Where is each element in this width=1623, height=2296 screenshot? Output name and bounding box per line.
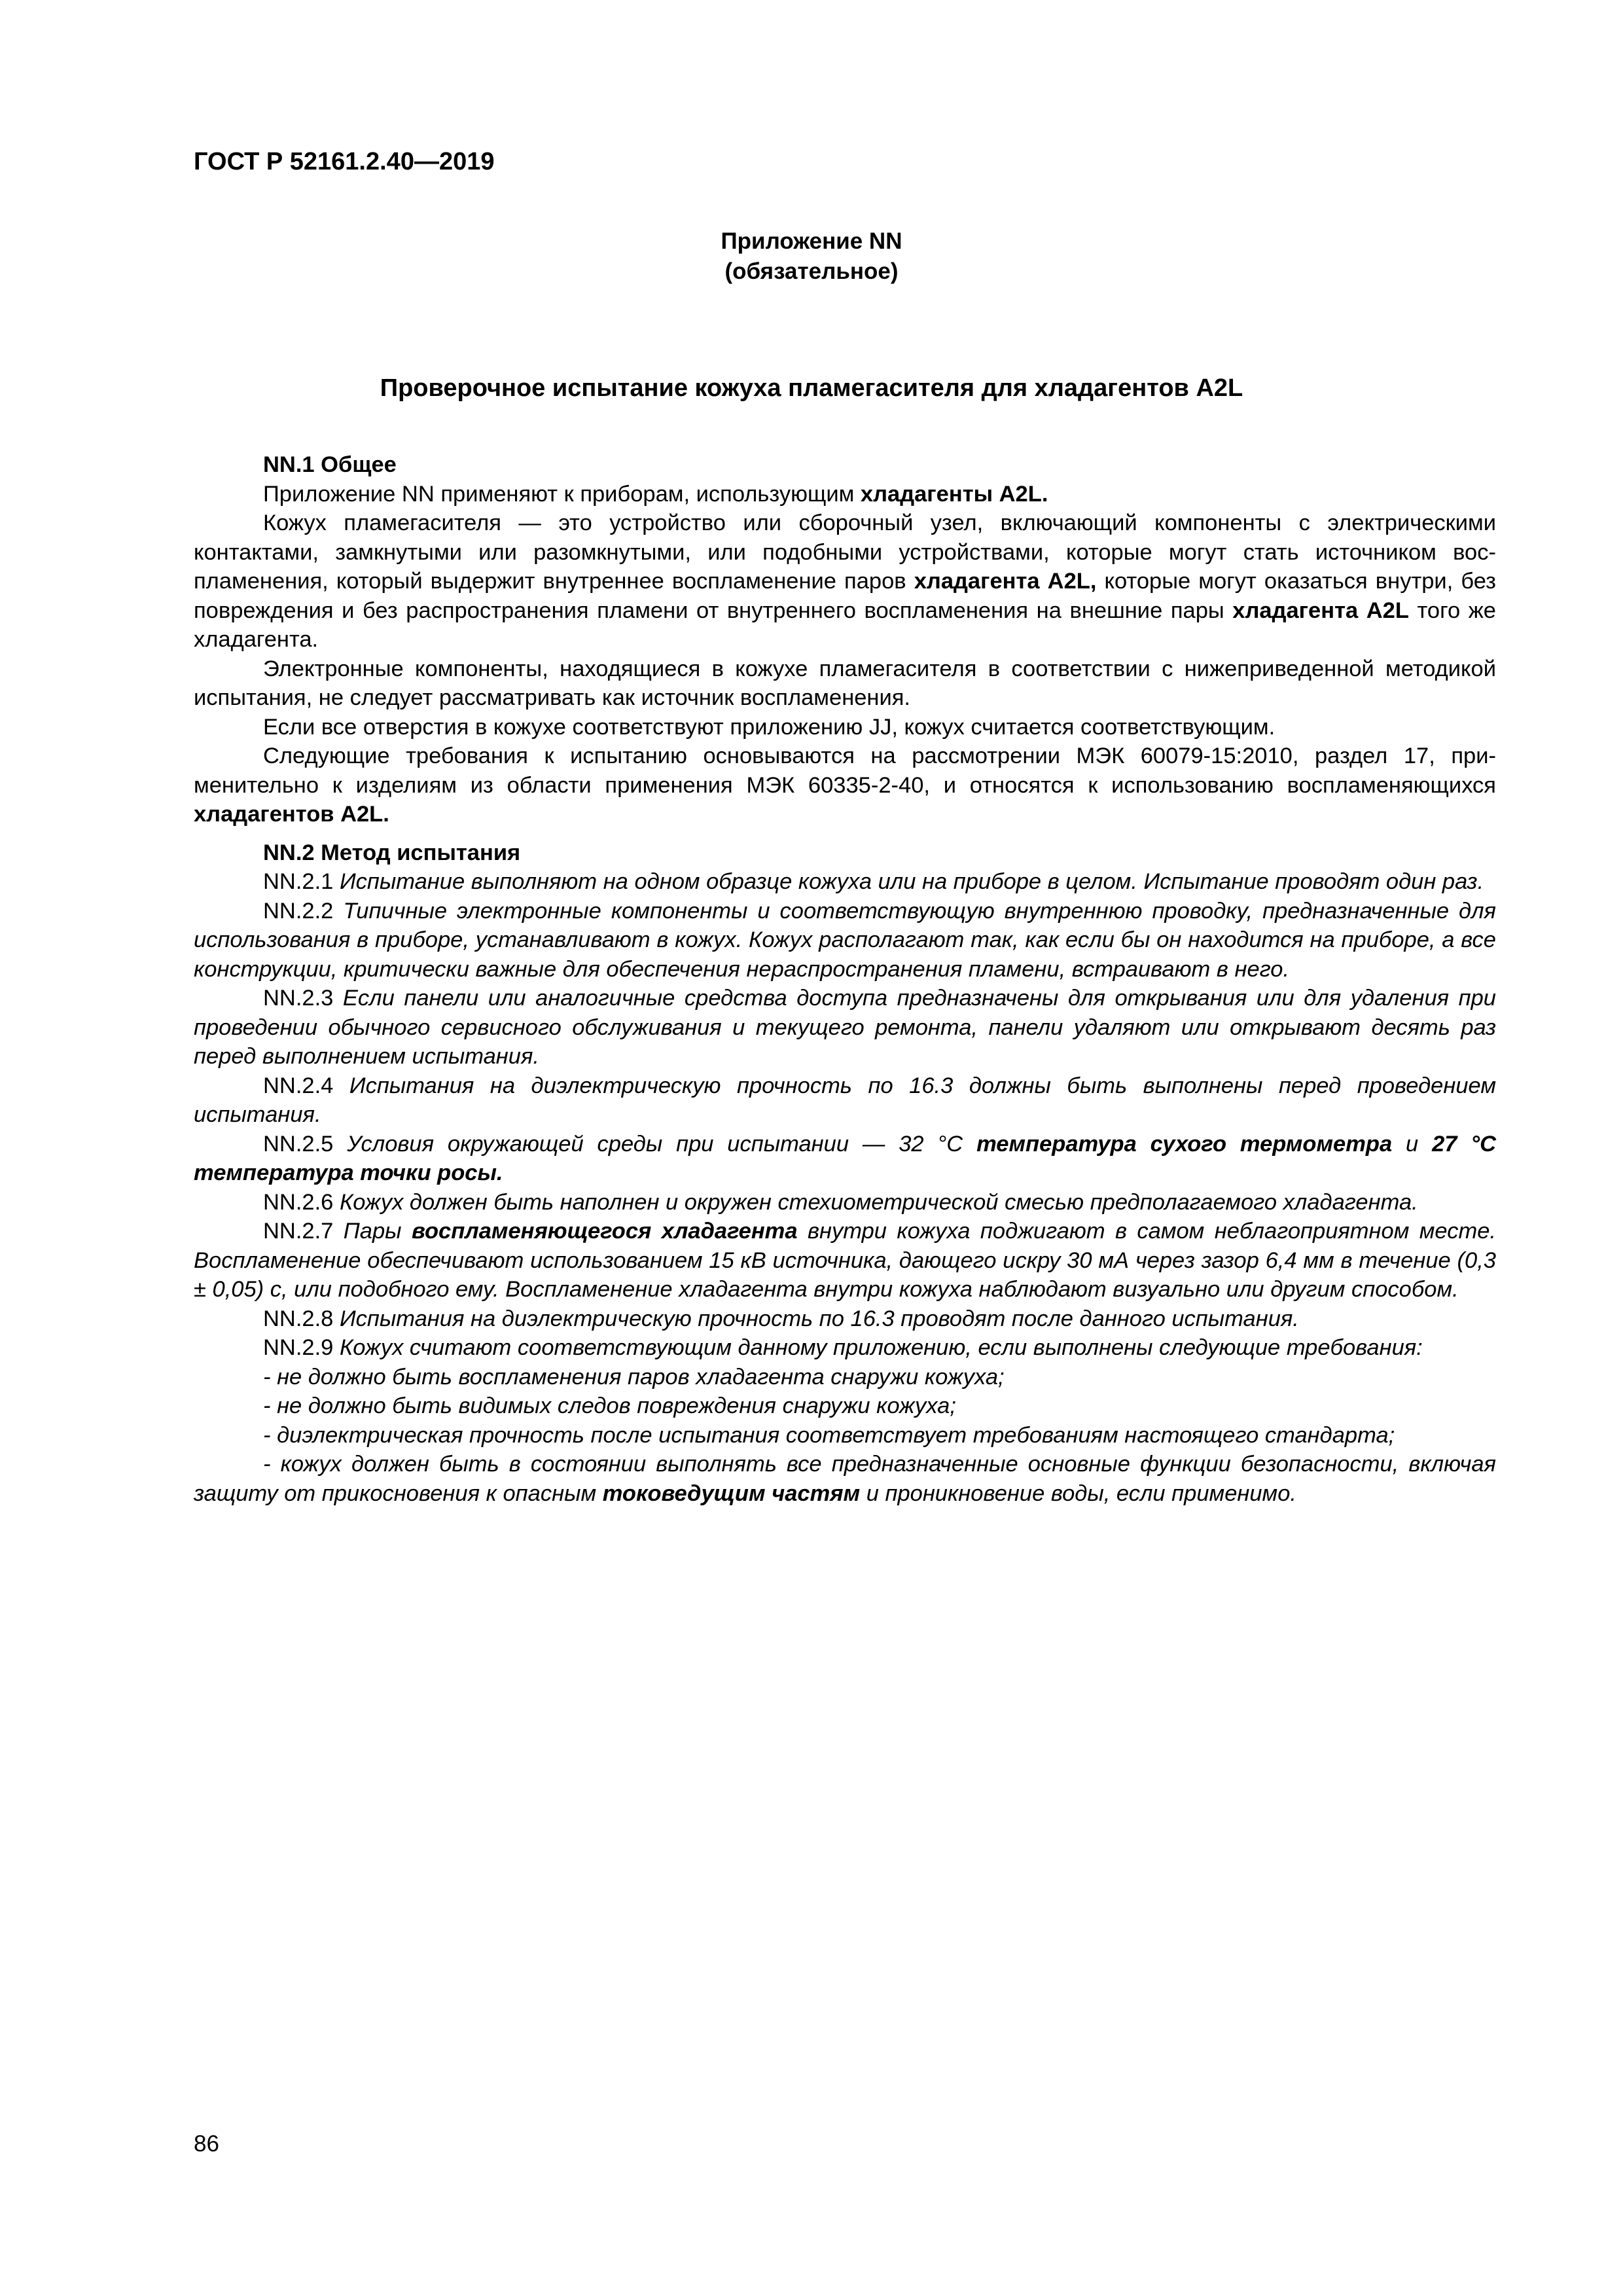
section-heading-test-method: NN.2 Метод испытания [263, 840, 521, 865]
paragraph: Электронные компоненты, находящиеся в кожухе пламегасителя в соответствии с нижеприведенной методикой испытания, не следует рассматривать как источник воспламенения. [194, 656, 1496, 710]
clause: NN.2.1 Испытание выполняют на одном образце кожуха или на приборе в целом. Испытание проводят один раз. [263, 869, 1484, 894]
annex-status: (обязательное) [724, 259, 899, 284]
standard-designation: ГОСТ Р 52161.2.40—2019 [194, 148, 495, 175]
paragraph: Приложение NN применяют к приборам, использующим хладагенты A2L. [263, 481, 1048, 507]
section-heading-general: NN.1 Общее [263, 452, 397, 477]
annex-title: Проверочное испытание кожуха пламегасителя для хладагентов A2L [380, 374, 1243, 402]
annex-heading [0, 226, 1623, 287]
paragraph: Следующие требования к испытанию основываются на рассмотрении МЭК 60079-15:2010, раздел 17, применительно к изделиям из области применения МЭК 60335-2-40, и относятся к использованию воспламеняющихся хладагентов A2L. [194, 744, 1496, 827]
list-item: - не должно быть видимых следов повреждения снаружи кожуха; [263, 1393, 956, 1418]
document-body [194, 450, 1496, 1508]
page-number: 86 [194, 2131, 219, 2157]
clause: NN.2.6 Кожух должен быть наполнен и окружен стехиометрической смесью предполагаемого хладагента. [263, 1189, 1418, 1215]
annex-name: Приложение NN [721, 228, 902, 254]
list-item: - диэлектрическая прочность после испытания соответствует требованиям настоящего стандарта; [263, 1422, 1395, 1448]
clause: NN.2.3 Если панели или аналогичные средства доступа предназначены для открывания или для удаления при проведении обычного сервисного обслуживания и текущего ремонта, панели удаляют или открывают десять раз перед выполнением испытания. [194, 986, 1496, 1069]
clause: NN.2.7 Пары воспламеняющегося хладагента внутри кожуха поджигают в самом неблагоприятном месте. Воспламенение обеспечивают использованием 15 кВ источника, дающего искру 30 мА через зазор 6,4 мм в течение (0,3 ± 0,05) с, или подобного ему. Воспламенение хладагента внутри кожуха наблюдают визуально или другим способом. [194, 1219, 1496, 1302]
clause: NN.2.8 Испытания на диэлектрическую прочность по 16.3 проводят после данного испытания. [263, 1306, 1299, 1331]
clause: NN.2.2 Типичные электронные компоненты и соответствующую внутреннюю проводку, предназначенные для использования в приборе, устанавливают в кожух. Кожух располагают так, как если бы он находится на приборе, а все конструкции, критически важные для обеспечения нераспространения пламени, встраивают в него. [194, 898, 1496, 982]
paragraph: Кожух пламегасителя — это устройство или сборочный узел, включающий компоненты с электрическими контактами, замкнутыми или разомкнутыми, или подобными устройствами, которые могут стать источником воспламенения, который выдержит внутреннее воспламенение паров хладагента A2L, которые могут оказаться внутри, без повреждения и без распространения пламени от внутреннего воспламенения на внешние пары хладагента A2L того же хладагента. [194, 511, 1496, 652]
list-item: - кожух должен быть в состоянии выполнять все предназначенные основные функции безопасности, включая защиту от прикосновения к опасным токоведущим частям и проникновение воды, если применимо. [194, 1452, 1496, 1506]
clause: NN.2.5 Условия окружающей среды при испытании — 32 °С температура сухого термометра и 27 °С температура точки росы. [194, 1131, 1497, 1185]
clause: NN.2.9 Кожух считают соответствующим данному приложению, если выполнены следующие требования: [263, 1335, 1423, 1360]
clause: NN.2.4 Испытания на диэлектрическую прочность по 16.3 должны быть выполнены перед проведением испытания. [194, 1073, 1496, 1127]
paragraph: Если все отверстия в кожухе соответствуют приложению JJ, кожух считается соответствующим. [263, 714, 1275, 740]
list-item: - не должно быть воспламенения паров хладагента снаружи кожуха; [263, 1364, 1005, 1390]
